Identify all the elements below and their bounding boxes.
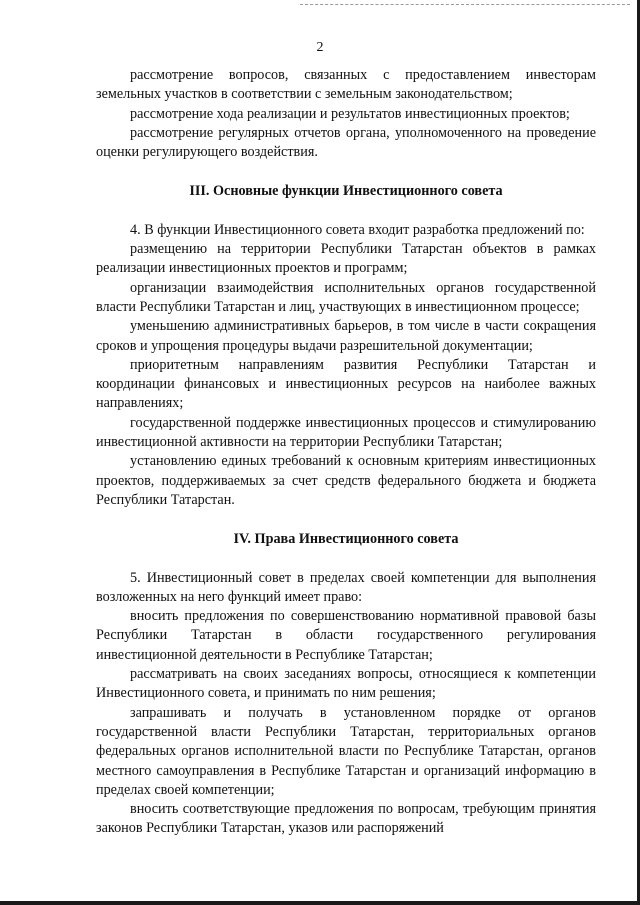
section-heading-3: III. Основные функции Инвестиционного совета — [189, 183, 503, 200]
paragraph: установлению единых требований к основным критериям инвестиционных проектов, поддерживаемых за счет средств федерального бюджета и бюджета Республики Татарстан. — [96, 453, 596, 508]
paragraph: запрашивать и получать в установленном порядке от органов государственной власти Республики Татарстан, территориальных органов федеральных органов исполнительной власти по Республике Татарстан, органов местного самоуправления в Республике Татарстан и организаций информацию в пределах своей компетенции; — [96, 704, 596, 798]
page-number: 2 — [316, 40, 324, 55]
paragraph: государственной поддержке инвестиционных процессов и стимулированию инвестиционной активности на территории Республики Татарстан; — [96, 414, 596, 451]
paragraph: рассмотрение вопросов, связанных с предоставлением инвесторам земельных участков в соответствии с земельным законодательством; — [96, 67, 596, 103]
paragraph: 5. Инвестиционный совет в пределах своей компетенции для выполнения возложенных на него функций имеет право: — [96, 569, 596, 605]
paragraph: уменьшению административных барьеров, в том числе в части сокращения сроков и упрощения процедуры выдачи разрешительной документации; — [96, 318, 596, 354]
scan-edge-bottom — [0, 901, 640, 905]
scan-artifact-top — [300, 4, 630, 6]
paragraph: рассмотрение хода реализации и результатов инвестиционных проектов; — [130, 105, 570, 122]
paragraph: рассмотрение регулярных отчетов органа, уполномоченного на проведение оценки регулирующего воздействия. — [96, 124, 596, 161]
paragraph: приоритетным направлениям развития Республики Татарстан и координации финансовых и инвестиционных ресурсов на наиболее важных направлениях; — [96, 356, 596, 412]
section-heading-4: IV. Права Инвестиционного совета — [233, 531, 459, 548]
paragraph: размещению на территории Республики Татарстан объектов в рамках реализации инвестиционных проектов и программ; — [96, 241, 596, 277]
paragraph: вносить соответствующие предложения по вопросам, требующим принятия законов Республики Татарстан, указов или распоряжений — [96, 801, 596, 837]
paragraph: организации взаимодействия исполнительных органов государственной власти Республики Татарстан и лиц, участвующих в инвестиционном процессе; — [96, 279, 596, 315]
paragraph: 4. В функции Инвестиционного совета входит разработка предложений по: — [130, 221, 585, 238]
document-body — [96, 66, 596, 839]
paragraph: вносить предложения по совершенствованию нормативной правовой базы Республики Татарстан в области государственного регулирования инвестиционной деятельности в Республике Татарстан; — [96, 608, 596, 663]
paragraph: рассматривать на своих заседаниях вопросы, относящиеся к компетенции Инвестиционного совета, и принимать по ним решения; — [96, 666, 596, 702]
